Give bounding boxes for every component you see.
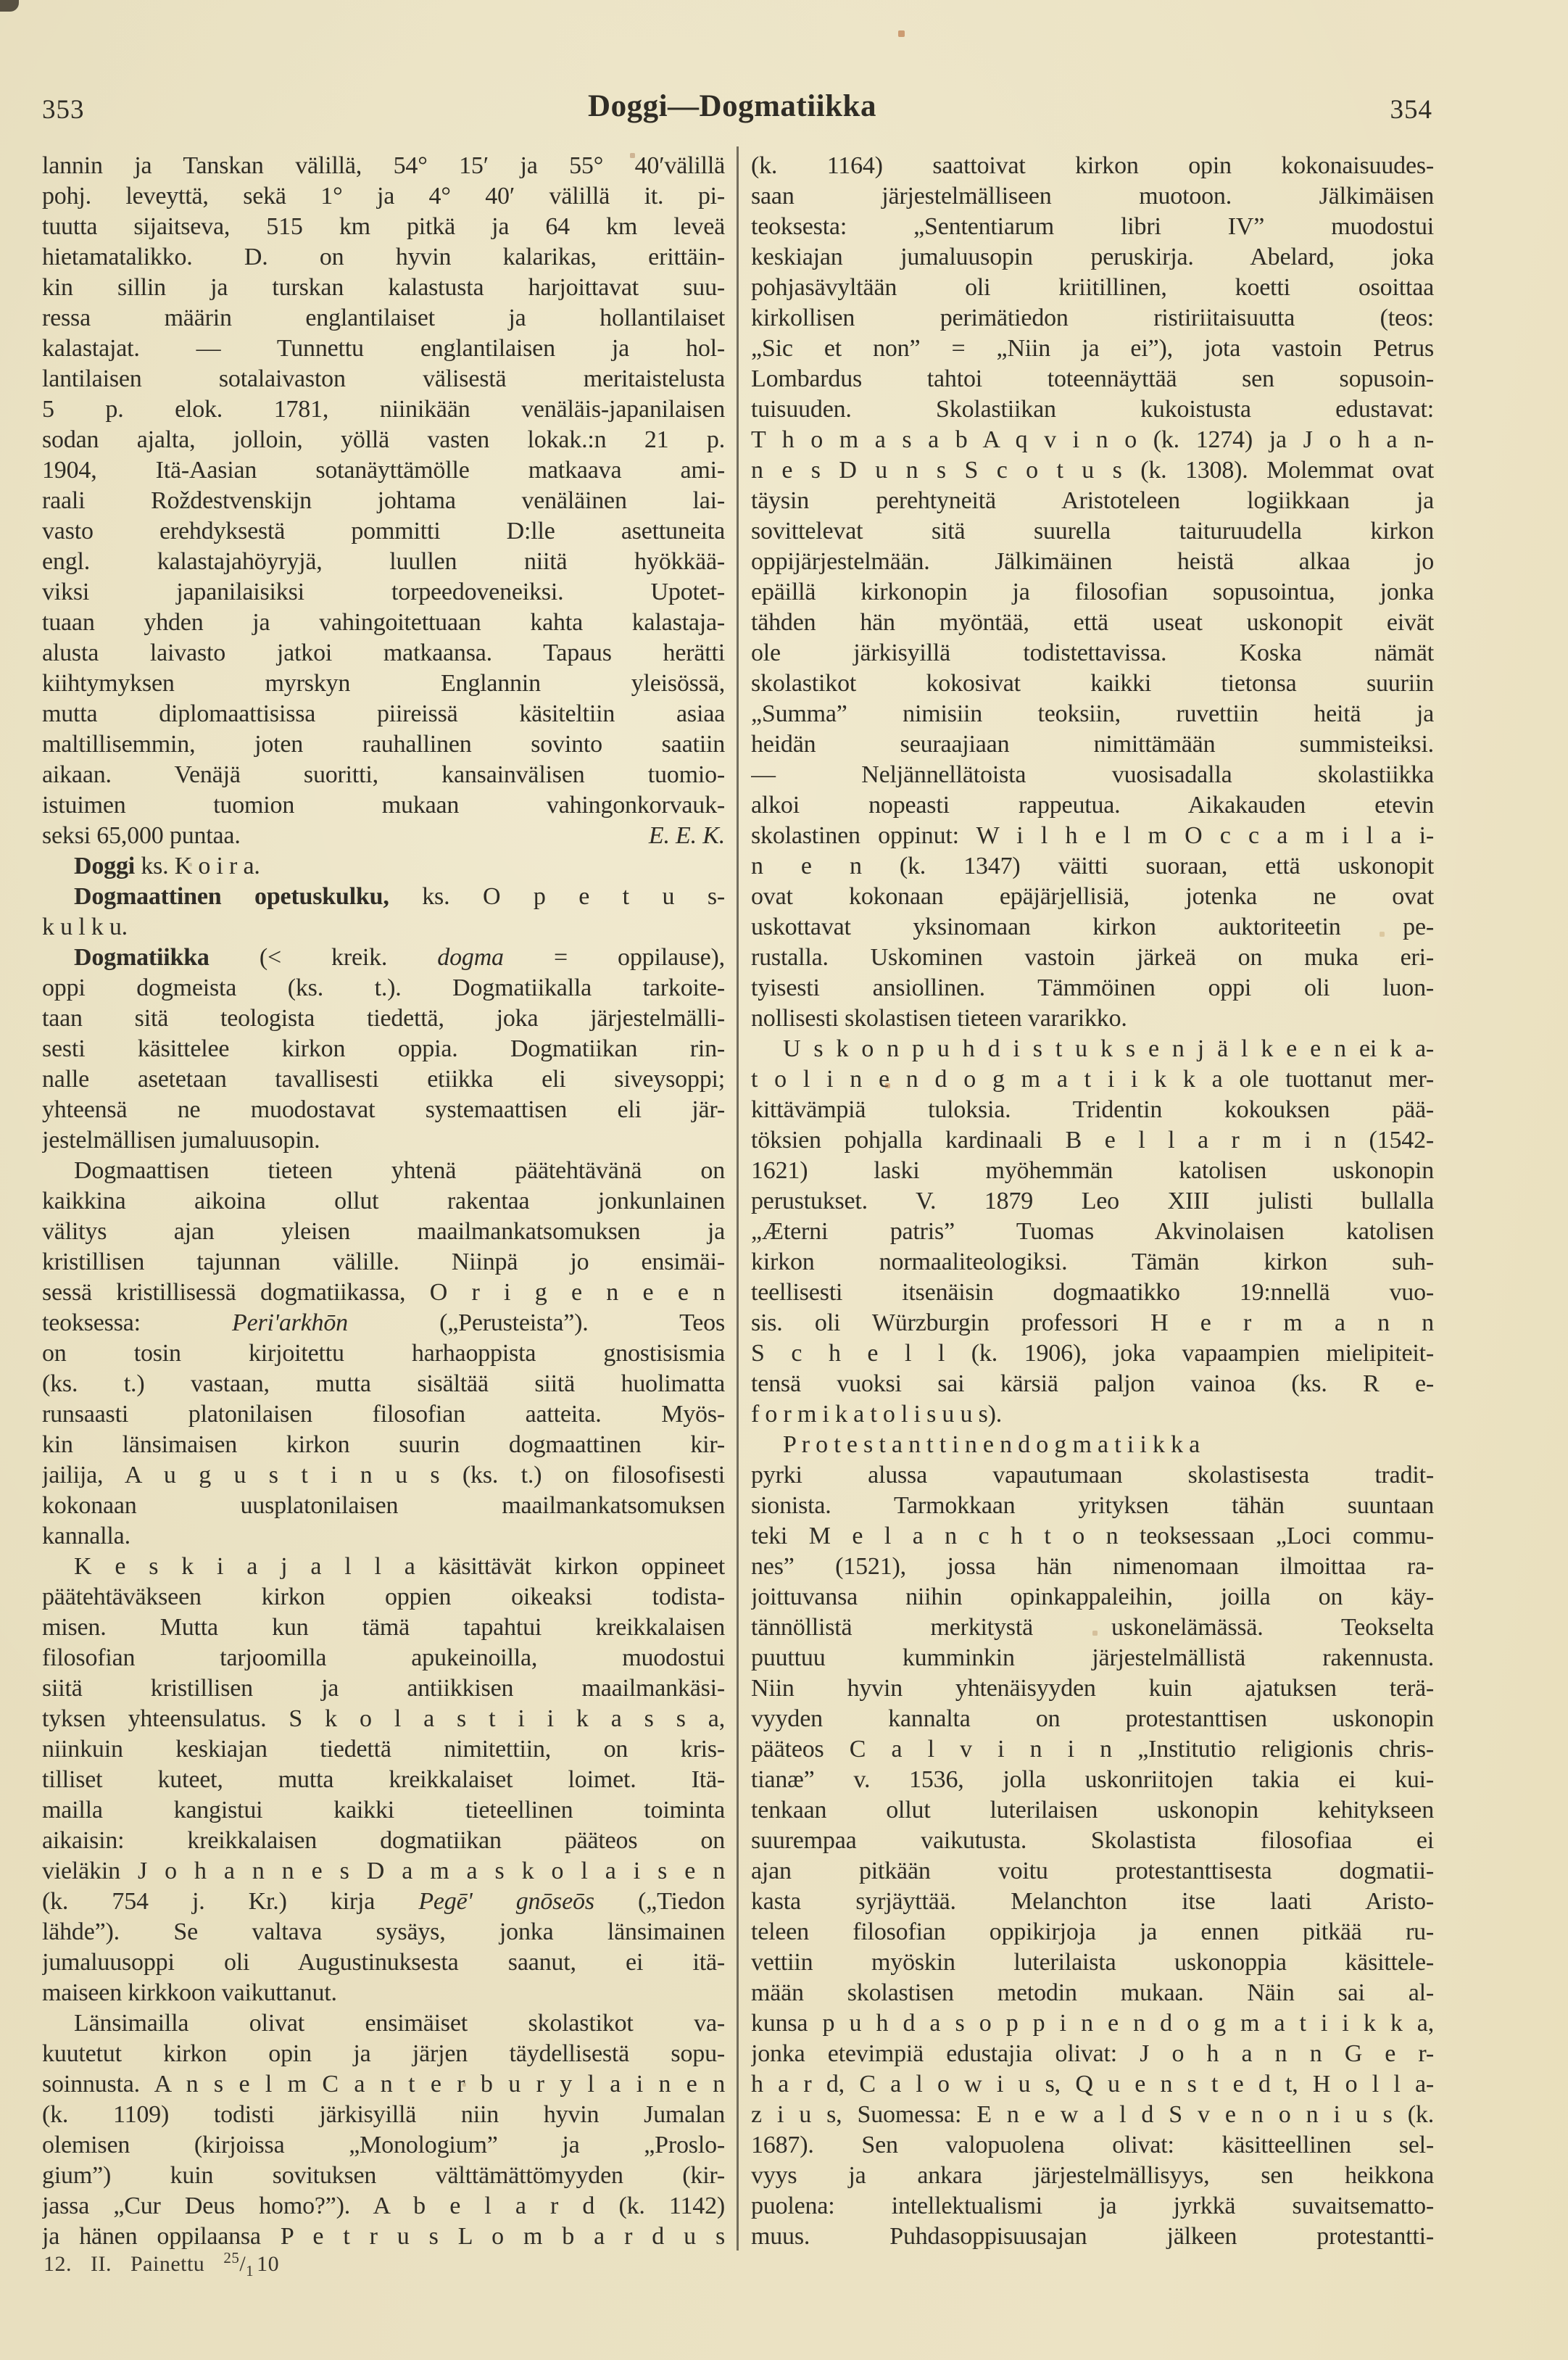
text-line: puolena: intellektualismi ja jyrkkä suvaitsematto-	[751, 2193, 1434, 2219]
text-line: sovittelevat sitä suurella taituruudella kirkon	[751, 518, 1434, 545]
text-line: sis. oli Würzburgin professori H e r m a n n	[751, 1309, 1434, 1336]
text-line: maiseen kirkkoon vaikuttanut.	[42, 1979, 337, 2006]
text-line: olemisen (kirjoissa „Monologium” ja „Proslo-	[42, 2132, 725, 2158]
text-line	[42, 821, 725, 851]
text-line: kittävämpiä tuloksia. Tridentin kokouksen pää-	[751, 1096, 1434, 1123]
text-line: tähden hän myöntää, että useat uskonopit eivät	[751, 609, 1434, 636]
text-line: välitys ajan yleisen maailmankatsomuksen ja	[42, 1218, 725, 1245]
text-line: 1687). Sen valopuolena olivat: käsitteellinen sel-	[751, 2132, 1434, 2158]
text-line: uskottavat yksinomaan kirkon auktoriteetin pe-	[751, 914, 1434, 940]
text-line: oppi dogmeista (ks. t.). Dogmatiikalla tarkoite-	[42, 974, 725, 1001]
page-number-right: 354	[1390, 95, 1432, 125]
column-divider	[737, 146, 739, 2251]
text-line: filosofian tarjoomilla apukeinoilla, muodostui	[42, 1644, 725, 1671]
date-denominator: 1	[246, 2262, 254, 2280]
text-line: pyrki alussa vapautumaan skolastisesta tradit-	[751, 1462, 1434, 1489]
text-line: (k. 1109) todisti järkisyillä niin hyvin Jumalan	[42, 2101, 725, 2128]
text-line: istuimen tuomion mukaan vahingonkorvauk-	[42, 792, 725, 819]
text-line: lannin ja Tanskan välillä, 54° 15′ ja 55° 40′välillä	[42, 152, 725, 179]
text-line: ressa määrin englantilaiset ja hollantilaiset	[42, 305, 725, 331]
text-line: kaikkina aikoina ollut rakentaa jonkunlainen	[42, 1188, 725, 1214]
text-line: lantilaisen sotalaivaston välisestä meritaistelusta	[42, 365, 725, 392]
text-line: päätehtäväkseen kirkon oppien oikeaksi todista-	[42, 1583, 725, 1610]
text-line: kirkon normaaliteologiksi. Tämän kirkon suh-	[751, 1249, 1434, 1275]
text-line: joittuvansa niihin opinkappaleihin, joilla on käy-	[751, 1583, 1434, 1610]
text-line: kuutetut kirkon opin ja järjen täydellisestä sopu-	[42, 2040, 725, 2067]
text-line: jonka etevimpiä edustajia olivat: J o h a n n G e r-	[751, 2040, 1434, 2067]
date-year: 10	[257, 2252, 280, 2276]
text-line: tyisesti ansiollinen. Tämmöinen oppi oli luon-	[751, 974, 1434, 1001]
text-line: n e s D u n s S c o t u s (k. 1308). Molemmat ovat	[751, 457, 1434, 484]
text-line: keskiajan jumaluusopin peruskirja. Abelard, joka	[751, 244, 1434, 270]
text-line: siitä kristillisen ja antiikkisen maailmankäsi-	[42, 1675, 725, 1702]
text-line: raali Roždestvenskijn johtama venäläinen lai-	[42, 487, 725, 514]
text-line: tännöllistä merkitystä uskonelämässä. Teokselta	[751, 1614, 1434, 1641]
text-line: ja hänen oppilaansa P e t r u s L o m b a r d u s	[42, 2223, 725, 2250]
text-line: mailla kangistui kaikki tieteellinen toiminta	[42, 1797, 725, 1823]
text-line: sionista. Tarmokkaan yrityksen tähän suuntaan	[751, 1492, 1434, 1519]
text-line: kiihtymyksen myrskyn Englannin yleisössä,	[42, 670, 725, 697]
text-line: T h o m a s a b A q v i n o (k. 1274) ja J o h a n-	[751, 426, 1434, 453]
text-line: tilliset kuteet, mutta kreikkalaiset loimet. Itä-	[42, 1766, 725, 1793]
volume-number: II.	[91, 2252, 112, 2276]
text-line: z i u s, Suomessa: E n e w a l d S v e n o n i u s (k.	[751, 2101, 1434, 2128]
text-line: epäillä kirkonopin ja filosofian sopusointua, jonka	[751, 579, 1434, 605]
text-line: jestelmällisen jumaluusopin.	[42, 1127, 320, 1154]
text-line: ajan pitkään voitu protestanttisesta dogmatii-	[751, 1858, 1434, 1884]
text-line: saan järjestelmälliseen muotoon. Jälkimäisen	[751, 183, 1434, 210]
text-line: sodan ajalta, jolloin, yöllä vasten lokak.:n 21 p.	[42, 426, 725, 453]
text-line: jassa „Cur Deus homo?”). A b e l a r d (k. 1142)	[42, 2193, 725, 2219]
text-line: kokonaan uusplatonilaisen maailmankatsomuksen	[42, 1492, 725, 1519]
text-line: Doggi ks. K o i r a.	[74, 853, 260, 879]
text-line: alkoi nopeasti rappeutua. Aikakauden etevin	[751, 792, 1434, 819]
printed-label: Painettu	[130, 2252, 205, 2276]
text-line: teellisesti itsenäisin dogmaatikko 19:nnellä vuo-	[751, 1279, 1434, 1306]
text-line: Länsimailla olivat ensimäiset skolastikot va-	[74, 2010, 725, 2037]
text-line: tuisuuden. Skolastiikan kukoistusta edustavat:	[751, 396, 1434, 423]
text-line: nes” (1521), jossa hän nimenomaan ilmoittaa ra-	[751, 1553, 1434, 1580]
text-line: kin sillin ja turskan kalastusta harjoittavat suu-	[42, 274, 725, 301]
print-footer	[43, 2249, 279, 2280]
text-line: töksien pohjalla kardinaali B e l l a r m i n (1542-	[751, 1127, 1434, 1154]
text-line: viksi japanilaisiksi torpeedoveneiksi. Upotet-	[42, 579, 725, 605]
text-line: 1904, Itä-Aasian sotanäyttämölle matkaava ami-	[42, 457, 725, 484]
text-line: kristillisen tajunnan välille. Niinpä jo ensimäi-	[42, 1249, 725, 1275]
text-line: engl. kalastajahöyryjä, luullen niitä hyökkää-	[42, 548, 725, 575]
text-line: t o l i n e n d o g m a t i i k k a ole tuottanut mer-	[751, 1066, 1434, 1093]
text-line: tianæ” v. 1536, jolla uskonriitojen takia ei kui-	[751, 1766, 1434, 1793]
text-line: h a r d, C a l o w i u s, Q u e n s t e d t, H o l l a-	[751, 2071, 1434, 2098]
text-line: (k. 754 j. Kr.) kirja Pegē' gnōseōs („Tiedon	[42, 1888, 725, 1915]
text-line: Niin hyvin yhtenäisyyden kuin ajatuksen terä-	[751, 1675, 1434, 1702]
text-line: teoksessa: Peri'arkhōn („Perusteista”). Teos	[42, 1309, 725, 1336]
text-line: yhteensä ne muodostavat systemaattisen eli jär-	[42, 1096, 725, 1123]
text-line: tuutta sijaitseva, 515 km pitkä ja 64 km leveä	[42, 213, 725, 240]
text-line: vieläkin J o h a n n e s D a m a s k o l a i s e n	[42, 1858, 725, 1884]
text-line: puuttuu kumminkin järjestelmällistä rakennusta.	[751, 1644, 1434, 1671]
text-line: teleen filosofian oppikirjoja ja ennen pitkää ru-	[751, 1918, 1434, 1945]
text-line: heidän seuraajiaan nimittämään summisteiksi.	[751, 731, 1434, 758]
page-title: Doggi—Dogmatiikka	[588, 89, 876, 123]
scan-corner-artifact	[0, 0, 19, 12]
text-line: kunsa p u h d a s o p p i n e n d o g m a t i i k k a,	[751, 2010, 1434, 2037]
text-line: (ks. t.) vastaan, mutta sisältää siitä huolimatta	[42, 1370, 725, 1397]
text-line: vasto erehdyksestä pommitti D:lle asettuneita	[42, 518, 725, 545]
text-line: mutta diplomaattisissa piireissä käsiteltiin asiaa	[42, 700, 725, 727]
text-line: kannalla.	[42, 1523, 130, 1549]
text-line: 5 p. elok. 1781, niinikään venäläis-japanilaisen	[42, 396, 725, 423]
text-line: Dogmatiikka (< kreik. dogma = oppilause),	[74, 944, 725, 971]
text-line: alusta laivasto jatkoi matkaansa. Tapaus herätti	[42, 639, 725, 666]
text-line: aikaisin: kreikkalaisen dogmatiikan pääteos on	[42, 1827, 725, 1854]
text-line: maltillisemmin, joten rauhallinen sovinto saatiin	[42, 731, 725, 758]
text-line: perustukset. V. 1879 Leo XIII julisti bullalla	[751, 1188, 1434, 1214]
text-line: „Summa” nimisiin teoksiin, ruvettiin heitä ja	[751, 700, 1434, 727]
text-line: kalastajat. — Tunnettu englantilaisen ja hol-	[42, 335, 725, 362]
text-line: pohjasävyltään oli kriitillinen, koetti osoittaa	[751, 274, 1434, 301]
text-line: tyksen yhteensulatus. S k o l a s t i i k a s s a,	[42, 1705, 725, 1732]
text-line: soinnusta. A n s e l m C a n t e r b u r y l a i n e n	[42, 2071, 725, 2098]
text-line: ovat kokonaan epäjärjellisiä, jotenka ne ovat	[751, 883, 1434, 910]
text-line: gium”) kuin sovituksen välttämättömyyden (kir-	[42, 2162, 725, 2189]
text-line: runsaasti platonilaisen filosofian aatteita. Myös-	[42, 1401, 725, 1428]
sheet-number: 12.	[43, 2252, 72, 2276]
text-line: (k. 1164) saattoivat kirkon opin kokonaisuudes-	[751, 152, 1434, 179]
paper-specks	[0, 0, 1, 1]
print-date-fraction: $^{25}/_1$	[223, 2249, 254, 2280]
text-line: muus. Puhdasoppisuusajan jälkeen protestantti-	[751, 2223, 1434, 2250]
text-line: tuaan yhden ja vahingoitettuaan kahta kalastaja-	[42, 609, 725, 636]
left-column	[42, 151, 725, 2252]
text-line: skolastinen oppinut: W i l h e l m O c c a m i l a i-	[751, 822, 1434, 849]
text-line: oppijärjestelmään. Jälkimäinen heistä alkaa jo	[751, 548, 1434, 575]
text-line: aikaan. Venäjä suoritti, kansainvälisen tuomio-	[42, 761, 725, 788]
text-line: Dogmaattinen opetuskulku, ks. O p e t u s-	[74, 883, 725, 910]
text-line: S c h e l l (k. 1906), joka vapaampien mielipiteit-	[751, 1340, 1434, 1367]
author-initials: E. E. K.	[648, 822, 725, 849]
text-line: rustalla. Uskominen vastoin järkeä on muka eri-	[751, 944, 1434, 971]
text-line: vyyden kannalta on protestanttisen uskonopin	[751, 1705, 1434, 1732]
text-line: suurempaa vaikutusta. Skolastista filosofiaa ei	[751, 1827, 1434, 1854]
text-line: 1621) laski myöhemmän katolisen uskonopin	[751, 1157, 1434, 1184]
text-line: tensä vuoksi sai kärsiä paljon vainoa (ks. R e-	[751, 1370, 1434, 1397]
text-line: vyys ja ankara järjestelmällisyys, sen heikkona	[751, 2162, 1434, 2189]
text-line: U s k o n p u h d i s t u k s e n j ä l k e e n ei k a-	[783, 1035, 1434, 1062]
text-line: täysin perehtyneitä Aristoteleen logiikkaan ja	[751, 487, 1434, 514]
text-line: Lombardus tahtoi toteennäyttää sen sopusoin-	[751, 365, 1434, 392]
text-line: lähde”). Se valtava sysäys, jonka länsimainen	[42, 1918, 725, 1945]
text-line: taan sitä teologista tiedettä, joka järjestelmälli-	[42, 1005, 725, 1032]
text-line: teoksesta: „Sententiarum libri IV” muodostui	[751, 213, 1434, 240]
text-line: — Neljännellätoista vuosisadalla skolastiikka	[751, 761, 1434, 788]
text-line: n e n (k. 1347) väitti suoraan, että uskonopit	[751, 853, 1434, 879]
text-line: pääteos C a l v i n i n „Institutio religionis chris-	[751, 1736, 1434, 1763]
text-line: ole järkisyillä todistettavissa. Koska nämät	[751, 639, 1434, 666]
text-line: jumaluusoppi oli Augustinuksesta saanut, ei itä-	[42, 1949, 725, 1976]
text-line: sesti käsittelee kirkon oppia. Dogmatiikan rin-	[42, 1035, 725, 1062]
date-numerator: 25	[223, 2249, 240, 2266]
text-line: mään skolastisen metodin mukaan. Näin sai al-	[751, 1979, 1434, 2006]
text-line: sessä kristillisessä dogmatiikassa, O r i g e n e e n	[42, 1279, 725, 1306]
text-line: f o r m i k a t o l i s u u s).	[751, 1401, 1003, 1428]
text-line: jailija, A u g u s t i n u s (ks. t.) on filosofisesti	[42, 1462, 725, 1489]
line-text: seksi 65,000 puntaa.	[42, 822, 241, 849]
text-line: kirkollisen perimätiedon ristiriitaisuutta (teos:	[751, 305, 1434, 331]
text-line: misen. Mutta kun tämä tapahtui kreikkalaisen	[42, 1614, 725, 1641]
text-line: tenkaan ollut luterilaisen uskonopin kehitykseen	[751, 1797, 1434, 1823]
text-line: P r o t e s t a n t t i n e n d o g m a t i i k k a	[783, 1431, 1200, 1458]
text-line: Dogmaattisen tieteen yhtenä päätehtävänä on	[74, 1157, 725, 1184]
text-line: niinkuin keskiajan tiedettä nimitettiin, on kris-	[42, 1736, 725, 1763]
text-line: vettiin myöskin luterilaista uskonoppia käsittele-	[751, 1949, 1434, 1976]
text-line: nalle asetetaan tavallisesti etiikka eli siveysoppi;	[42, 1066, 725, 1093]
text-line: skolastikot kokosivat kaikki tietonsa suuriin	[751, 670, 1434, 697]
text-line: on tosin kirjoitettu harhaoppista gnostisismia	[42, 1340, 725, 1367]
text-line: „Æterni patris” Tuomas Akvinolaisen katolisen	[751, 1218, 1434, 1245]
text-line: pohj. leveyttä, sekä 1° ja 4° 40′ välillä it. pi-	[42, 183, 725, 210]
page-number-left: 353	[42, 95, 85, 125]
text-line: hietamatalikko. D. on hyvin kalarikas, erittäin-	[42, 244, 725, 270]
text-line: nollisesti skolastisen tieteen vararikko.	[751, 1005, 1127, 1032]
text-line: teki M e l a n c h t o n teoksessaan „Loci commu-	[751, 1523, 1434, 1549]
text-line: k u l k u.	[42, 914, 128, 940]
text-line: K e s k i a j a l l a käsittävät kirkon oppineet	[74, 1553, 725, 1580]
right-column	[751, 151, 1434, 2252]
text-line: kin länsimaisen kirkon suurin dogmaattinen kir-	[42, 1431, 725, 1458]
text-line: „Sic et non” = „Niin ja ei”), jota vastoin Petrus	[751, 335, 1434, 362]
text-line: kasta syrjäyttää. Melanchton itse laati Aristo-	[751, 1888, 1434, 1915]
